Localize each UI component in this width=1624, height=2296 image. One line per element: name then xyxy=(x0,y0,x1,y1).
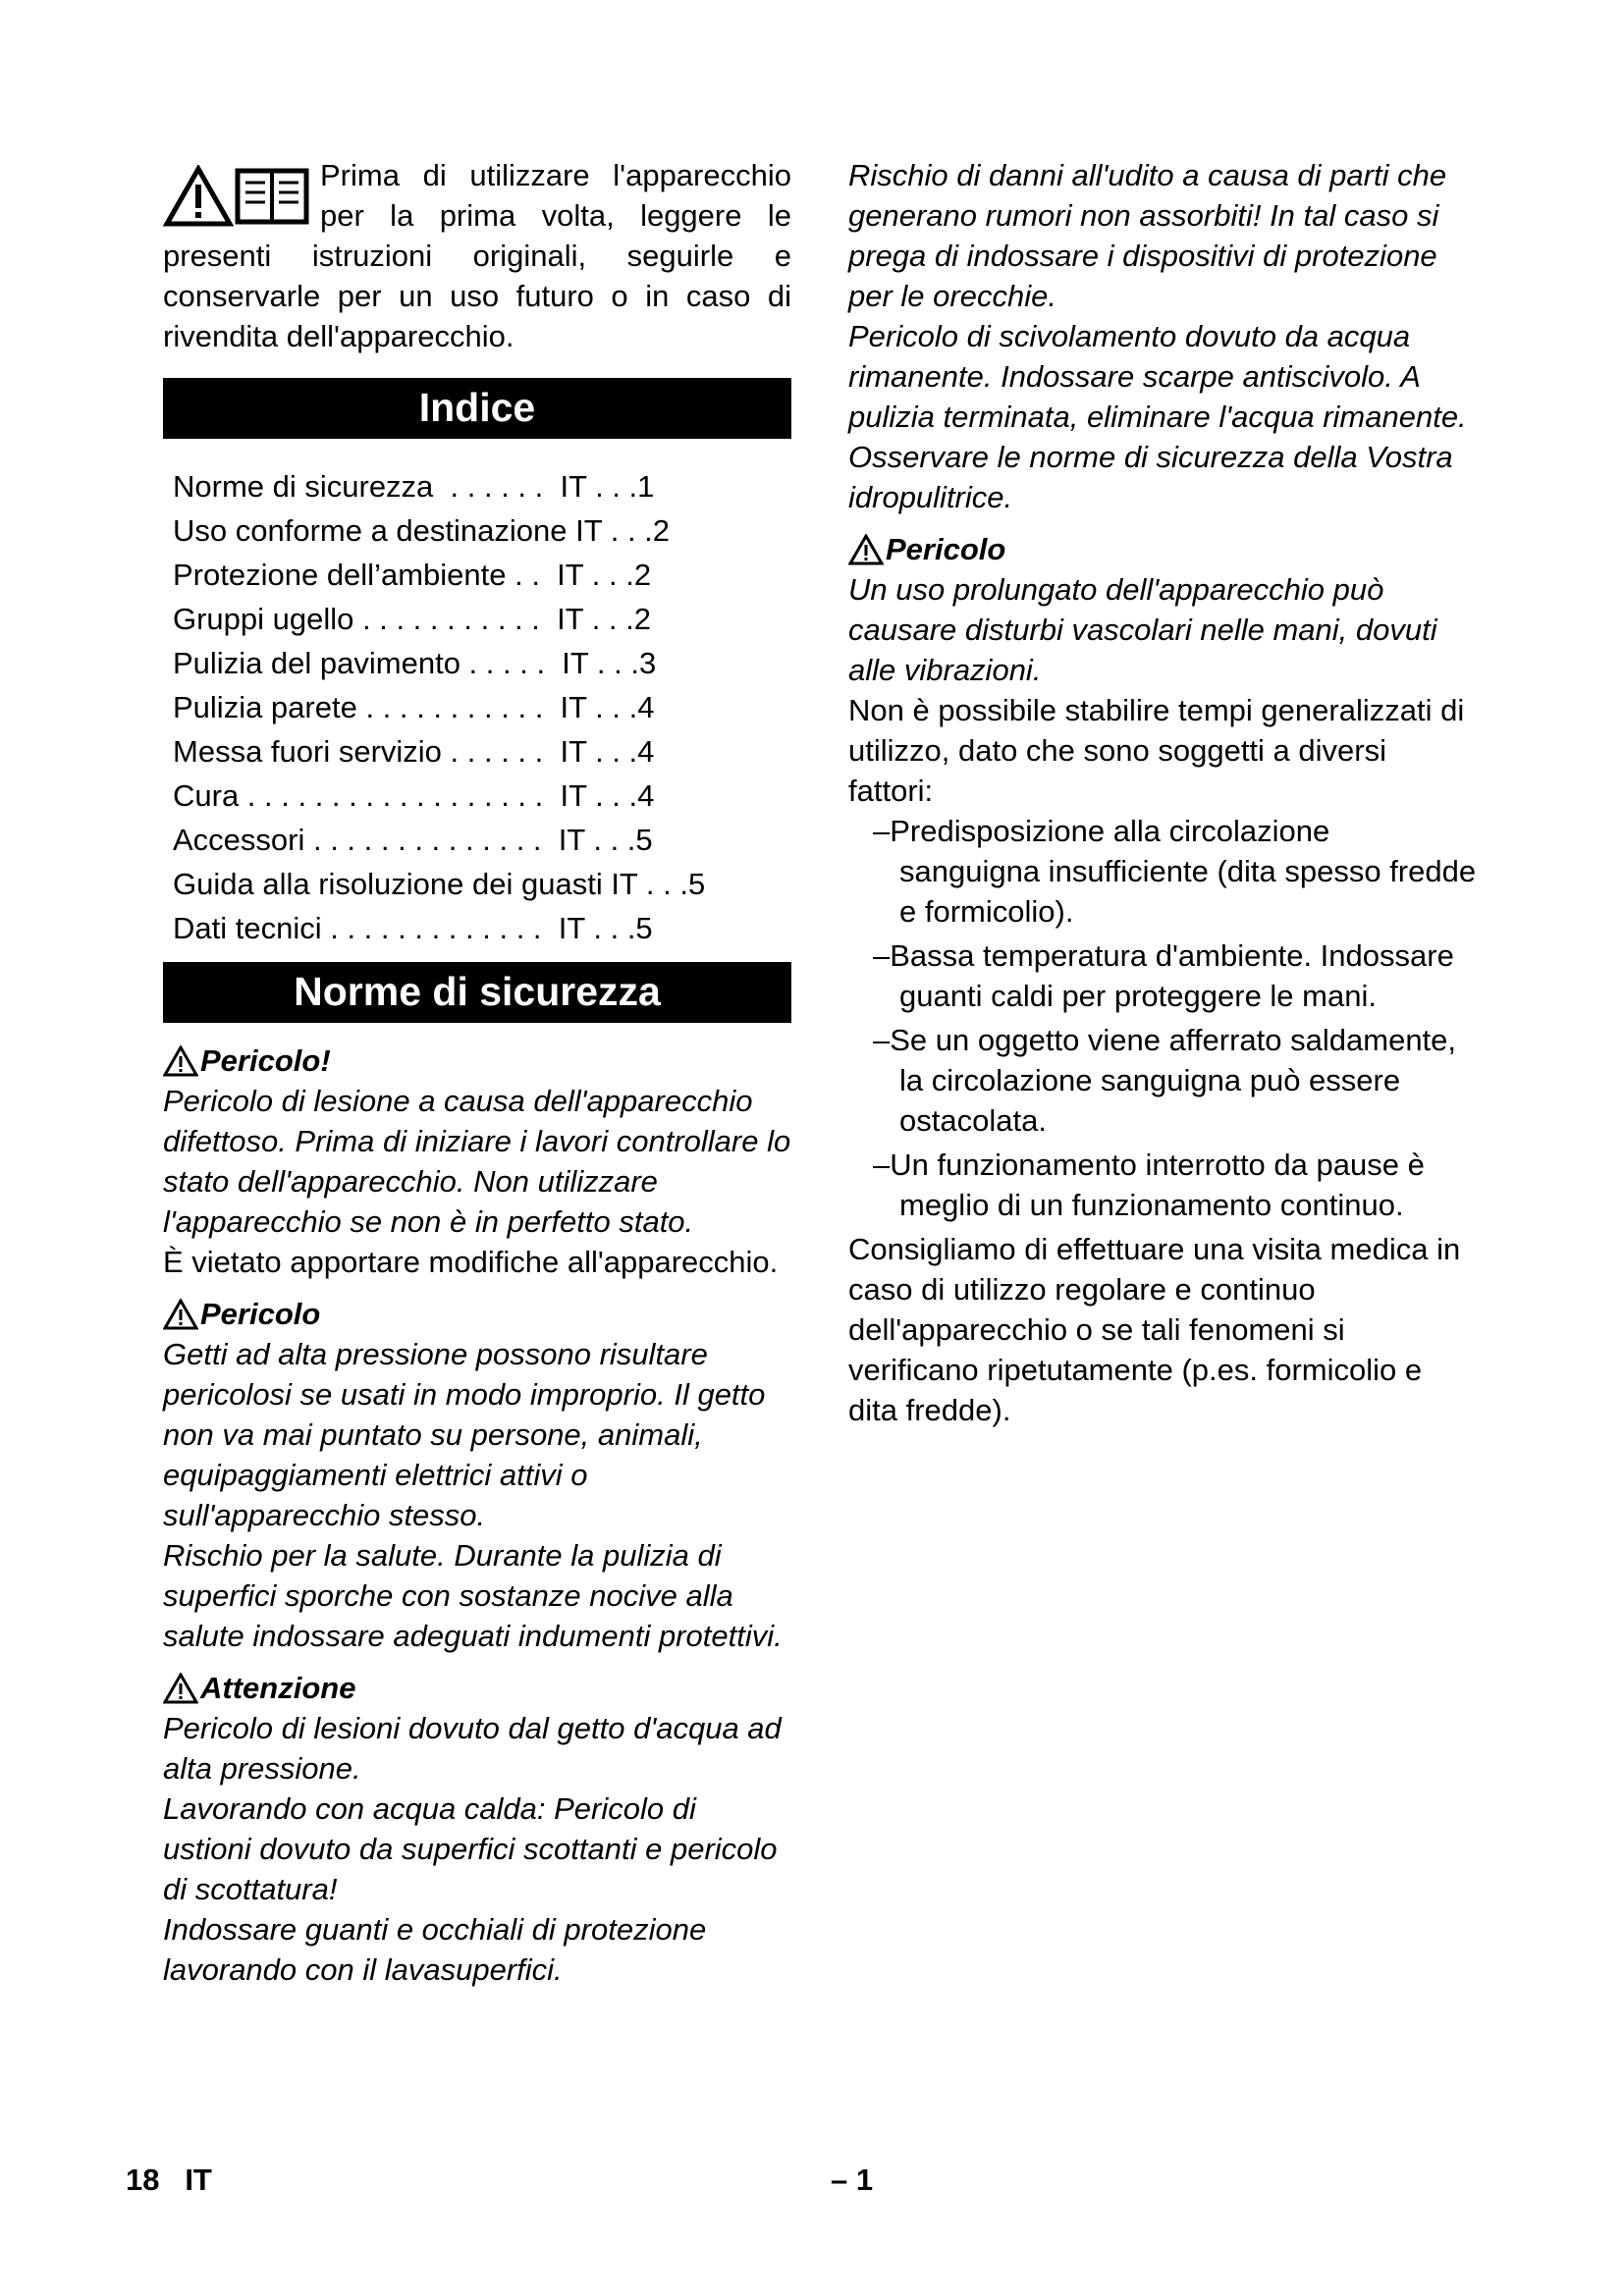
warning-title: Pericolo! xyxy=(200,1043,331,1078)
warning-title: Pericolo xyxy=(200,1297,321,1331)
caution-text: Pericolo di lesioni dovuto dal getto d'acqua ad alta pressione. xyxy=(163,1711,782,1786)
list-item: – Predisposizione alla circolazione sanguigna insufficiente (dita spesso fredde e formicolio). xyxy=(848,811,1477,932)
body-text: Consigliamo di effettuare una visita medica in caso di utilizzo regolare e continuo dell'apparecchio o se tali fenomeni si verificano ripetutamente (p.es. formicolio e dita fredde). xyxy=(848,1232,1461,1427)
left-column xyxy=(163,155,791,1990)
warning-text: Getti ad alta pressione possono risultare pericolosi se usati in modo improprio. Il getto non va mai puntato su persone, animali, equipaggiamenti elettrici attivi o sull'apparecchio stesso. xyxy=(163,1337,766,1532)
factor-list xyxy=(848,811,1477,1225)
intro-block xyxy=(163,155,791,356)
body-text: È vietato apportare modifiche all'apparecchio. xyxy=(163,1245,779,1279)
warning-triangle-icon xyxy=(163,1673,198,1704)
warning-triangle-icon xyxy=(163,1045,198,1077)
warning-text: Rischio per la salute. Durante la pulizia di superfici sporche con sostanze nocive alla salute indossare adeguati indumenti protettivi. xyxy=(163,1538,783,1653)
warning-triangle-icon xyxy=(163,1299,198,1330)
page-footer-left: 18 IT xyxy=(126,2163,212,2197)
slip-warning-text: Pericolo di scivolamento dovuto da acqua rimanente. Indossare scarpe antiscivolo. A pulizia terminata, eliminare l'acqua rimanente. xyxy=(848,319,1467,434)
right-column xyxy=(848,155,1477,1430)
toc-item[interactable]: Accessori . . . . . . . . . . . . . . IT . . .5 xyxy=(173,823,653,857)
toc-item[interactable]: Protezione dell’ambiente . . IT . . .2 xyxy=(173,558,652,592)
toc-list xyxy=(163,464,791,950)
toc-item[interactable]: Cura . . . . . . . . . . . . . . . . . . IT . . .4 xyxy=(173,778,655,813)
toc-item[interactable]: Messa fuori servizio . . . . . . IT . . .4 xyxy=(173,734,655,769)
warning-title: Pericolo xyxy=(886,532,1006,566)
toc-item[interactable]: Gruppi ugello . . . . . . . . . . . IT . . .2 xyxy=(173,602,652,636)
warning-text: Pericolo di lesione a causa dell'apparecchio difettoso. Prima di iniziare i lavori controllare lo stato dell'apparecchio. Non utilizzare l'apparecchio se non è in perfetto stato. xyxy=(163,1084,791,1239)
toc-item[interactable]: Pulizia parete . . . . . . . . . . . IT . . .4 xyxy=(173,690,655,724)
warning-heading xyxy=(163,1041,791,1081)
toc-item[interactable]: Guida alla risoluzione dei guasti IT . . .5 xyxy=(173,867,706,901)
observe-rules-text: Osservare le norme di sicurezza della Vostra idropulitrice. xyxy=(848,440,1453,514)
list-item: – Bassa temperatura d'ambiente. Indossare guanti caldi per proteggere le mani. xyxy=(848,935,1477,1016)
toc-item[interactable]: Norme di sicurezza . . . . . . IT . . .1 xyxy=(173,469,655,504)
page-number: – 1 xyxy=(831,2163,874,2197)
toc-item[interactable]: Uso conforme a destinazione IT . . .2 xyxy=(173,513,671,548)
body-text: Non è possibile stabilire tempi generalizzati di utilizzo, dato che sono soggetti a diversi fattori: xyxy=(848,693,1465,808)
list-item: – Un funzionamento interrotto da pause è meglio di un funzionamento continuo. xyxy=(848,1145,1477,1225)
warning-heading xyxy=(163,1294,791,1334)
toc-item[interactable]: Pulizia del pavimento . . . . . IT . . .3 xyxy=(173,646,657,680)
safety-heading: Norme di sicurezza xyxy=(163,962,791,1023)
warning-triangle-icon xyxy=(848,534,884,565)
hearing-warning-text: Rischio di danni all'udito a causa di parti che generano rumori non assorbiti! In tal caso si prega di indossare i dispositivi di protezione per le orecchie. xyxy=(848,158,1447,313)
warning-heading xyxy=(848,529,1477,569)
intro-text: Prima di utilizzare l'apparecchio per la prima volta, leggere le presenti istruzioni originali, seguirle e conservarle per un uso futuro o in caso di rivendita dell'apparecchio. xyxy=(163,158,791,353)
caution-title: Attenzione xyxy=(200,1671,356,1705)
toc-heading: Indice xyxy=(163,378,791,439)
caution-text: Indossare guanti e occhiali di protezione lavorando con il lavasuperfici. xyxy=(163,1912,707,1987)
vibration-warning-text: Un uso prolungato dell'apparecchio può causare disturbi vascolari nelle mani, dovuti alle vibrazioni. xyxy=(848,572,1437,687)
warning-manual-icon xyxy=(163,165,310,228)
toc-item[interactable]: Dati tecnici . . . . . . . . . . . . . IT . . .5 xyxy=(173,911,653,945)
caution-heading xyxy=(163,1668,791,1708)
list-item: – Se un oggetto viene afferrato saldamente, la circolazione sanguigna può essere ostacolata. xyxy=(848,1020,1477,1141)
caution-text: Lavorando con acqua calda: Pericolo di ustioni dovuto da superfici scottanti e pericolo di scottatura! xyxy=(163,1791,778,1906)
